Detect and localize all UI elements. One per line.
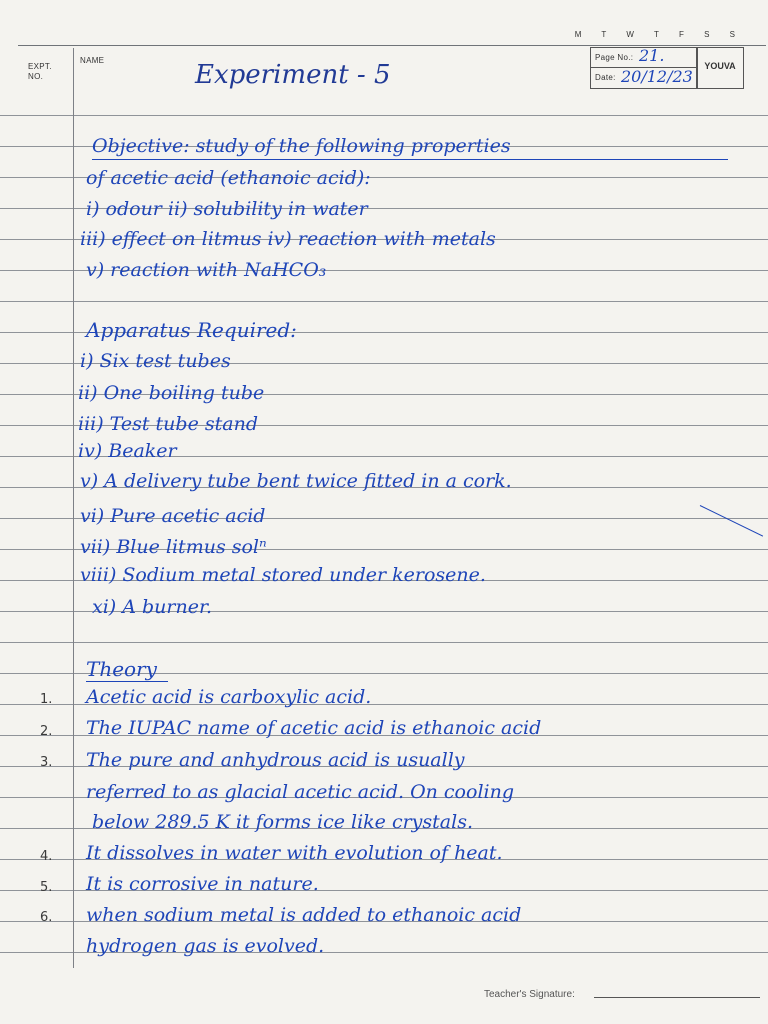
theory-line: The pure and anhydrous acid is usually (86, 749, 465, 771)
date-label: Date: (595, 73, 616, 82)
heading-underline (86, 681, 168, 682)
apparatus-item: iii) Test tube stand (78, 413, 258, 435)
expt-no-label: EXPT. NO. (28, 62, 52, 81)
theory-line: Acetic acid is carboxylic acid. (86, 686, 372, 708)
apparatus-item: xi) A burner. (92, 596, 213, 618)
signature-line (594, 997, 760, 998)
theory-number: 6. (40, 910, 53, 925)
weekday-strip: M T W T F S S (574, 30, 744, 39)
page-title: Experiment - 5 (195, 60, 391, 90)
objective-line: v) reaction with NaHCO₃ (86, 259, 327, 281)
objective-line: of acetic acid (ethanoic acid): (86, 167, 371, 189)
apparatus-heading: Apparatus Required: (86, 318, 297, 342)
ruled-line (0, 115, 768, 116)
underline-stroke (92, 159, 728, 160)
apparatus-item: viii) Sodium metal stored under kerosene. (80, 564, 486, 586)
page-no-value: 21. (639, 46, 665, 65)
apparatus-item: ii) One boiling tube (78, 382, 265, 404)
theory-line: hydrogen gas is evolved. (86, 935, 325, 957)
apparatus-item: iv) Beaker (78, 440, 177, 462)
date-value: 20/12/23 (621, 67, 693, 86)
theory-heading: Theory (86, 657, 157, 681)
theory-line: It is corrosive in nature. (86, 873, 319, 895)
theory-number: 1. (40, 692, 53, 707)
margin-line (73, 48, 74, 968)
theory-line: below 289.5 K it forms ice like crystals. (92, 811, 473, 833)
theory-number: 5. (40, 880, 53, 895)
apparatus-item: v) A delivery tube bent twice fitted in a cork. (80, 470, 512, 492)
theory-number: 4. (40, 849, 53, 864)
pen-stroke (700, 505, 763, 537)
brand-box (696, 47, 744, 89)
ruled-line (0, 301, 768, 302)
teacher-signature-label: Teacher's Signature: (484, 989, 575, 1000)
theory-line: when sodium metal is added to ethanoic acid (86, 904, 522, 926)
objective-line: Objective: study of the following properties (92, 135, 511, 157)
brand-logo: YOUVA (704, 61, 736, 71)
theory-number: 2. (40, 724, 53, 739)
apparatus-item: i) Six test tubes (80, 350, 231, 372)
objective-line: i) odour ii) solubility in water (86, 198, 368, 220)
apparatus-item: vii) Blue litmus solⁿ (80, 536, 267, 558)
apparatus-item: vi) Pure acetic acid (80, 505, 266, 527)
page-no-label: Page No.: (595, 53, 634, 62)
name-label: NAME (80, 56, 105, 65)
page-date-box (590, 47, 698, 89)
theory-line: The IUPAC name of acetic acid is ethanoic acid (86, 717, 542, 739)
ruled-line (0, 642, 768, 643)
theory-number: 3. (40, 755, 53, 770)
objective-line: iii) effect on litmus iv) reaction with metals (80, 228, 496, 250)
theory-line: It dissolves in water with evolution of heat. (86, 842, 503, 864)
theory-line: referred to as glacial acetic acid. On cooling (86, 781, 514, 803)
